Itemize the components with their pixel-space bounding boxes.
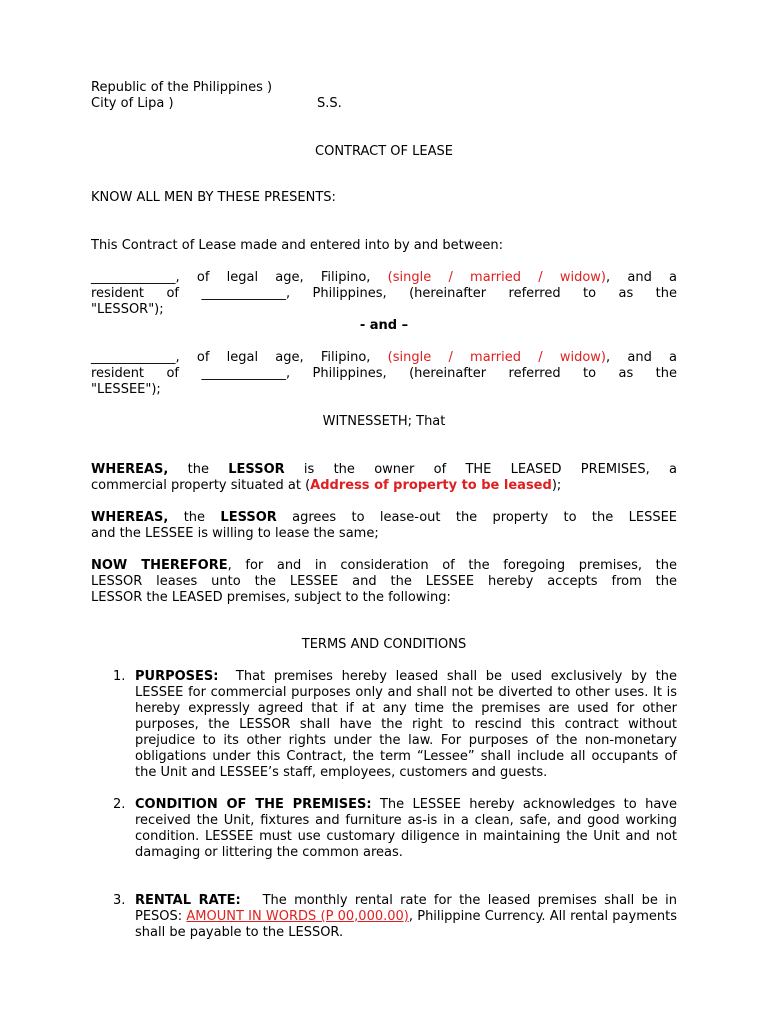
lessor-party-line-1 bbox=[91, 270, 677, 286]
now-therefore-line-2: LESSOR leases unto the LESSEE and the LESSEE hereby accepts from the bbox=[91, 574, 677, 589]
lessee-party-text: , of legal age, Filipino, bbox=[175, 350, 388, 365]
whereas-1-lessor: LESSOR bbox=[228, 462, 285, 477]
lessor-party-text-2: , and a bbox=[606, 270, 678, 285]
and-separator: - and – bbox=[359, 318, 409, 333]
lessor-party-text-3: , Philippines, (hereinafter referred to as the bbox=[285, 286, 677, 301]
whereas-1-text-4: ); bbox=[551, 478, 562, 493]
whereas-1-line-2 bbox=[91, 478, 561, 494]
term-body: That premises hereby leased shall be used exclusively by the LESSEE for commercial purposes only and shall not be diverted to other uses. It is hereby expressly agreed that if at any time the premises are used for other purposes, the LESSOR shall have the right to rescind this contract without prejudice to its other rights under the law. For purposes of the non-monetary obligations under this Contract, the term “Lessee” shall include all occupants of the Unit and LESSEE’s staff, employees, customers and guests. bbox=[135, 669, 682, 780]
term-heading: CONDITION OF THE PREMISES: bbox=[135, 797, 372, 812]
lessor-party-line-2 bbox=[91, 286, 677, 302]
whereas-2-line-1 bbox=[91, 510, 677, 526]
whereas-1-text-2: is the owner of THE LEASED PREMISES, a bbox=[284, 462, 678, 477]
term-number: 2. bbox=[113, 797, 126, 812]
now-therefore-line-1 bbox=[91, 558, 677, 574]
whereas-1-text: the bbox=[168, 462, 229, 477]
lessor-residence-blank[interactable]: _____________ bbox=[201, 286, 286, 301]
venue-line-2: City of Lipa ) bbox=[91, 96, 174, 111]
lessor-civil-status: (single / married / widow) bbox=[387, 270, 606, 285]
term-heading: RENTAL RATE: bbox=[135, 893, 241, 908]
property-address-placeholder: Address of property to be leased bbox=[310, 478, 552, 493]
whereas-2-text-2: agrees to lease-out the property to the LESSEE bbox=[276, 510, 678, 525]
term-number: 1. bbox=[113, 669, 126, 684]
whereas-2-text: the bbox=[168, 510, 221, 525]
terms-heading: TERMS AND CONDITIONS bbox=[301, 637, 467, 652]
intro-sentence: This Contract of Lease made and entered into by and between: bbox=[91, 238, 503, 253]
witnesseth-heading: WITNESSETH; That bbox=[322, 414, 446, 429]
lessee-party-line-1 bbox=[91, 350, 677, 366]
rental-amount-placeholder: AMOUNT IN WORDS (P 00,000.00) bbox=[186, 909, 409, 924]
term-text bbox=[135, 797, 682, 861]
term-body-2: , Philippine Currency. All rental payments shall be payable to the LESSOR. bbox=[135, 909, 677, 940]
whereas-1-line-1 bbox=[91, 462, 677, 478]
whereas-1-lead: WHEREAS, bbox=[91, 462, 169, 477]
lessee-party-line-2 bbox=[91, 366, 677, 382]
whereas-2-lead: WHEREAS, bbox=[91, 510, 169, 525]
term-body: The LESSEE hereby acknowledges to have received the Unit, fixtures and furniture as-is in a clean, safe, and good working condition. LESSEE must use customary diligence in maintaining the Unit and not damaging or littering the common areas. bbox=[135, 797, 682, 860]
lessee-name-blank[interactable]: _____________ bbox=[91, 350, 176, 365]
whereas-2-lessor: LESSOR bbox=[220, 510, 277, 525]
know-all-men-heading: KNOW ALL MEN BY THESE PRESENTS: bbox=[91, 190, 336, 205]
term-text bbox=[135, 893, 682, 941]
lessee-resident-label: resident of bbox=[91, 366, 179, 381]
lessee-civil-status: (single / married / widow) bbox=[387, 350, 606, 365]
lessor-name-blank[interactable]: _____________ bbox=[91, 270, 176, 285]
lessee-designation: "LESSEE"); bbox=[91, 382, 161, 397]
ss-marker: S.S. bbox=[317, 96, 342, 111]
now-therefore-lead: NOW THEREFORE bbox=[91, 558, 228, 573]
term-body: The monthly rental rate for the leased premises shall be in PESOS: bbox=[135, 893, 682, 924]
lessor-resident-label: resident of bbox=[91, 286, 179, 301]
lessee-party-text-3: , Philippines, (hereinafter referred to as the bbox=[285, 366, 677, 381]
now-therefore-line-3: LESSOR the LEASED premises, subject to the following: bbox=[91, 590, 451, 605]
lessor-party-text: , of legal age, Filipino, bbox=[175, 270, 388, 285]
document-title: CONTRACT OF LEASE bbox=[315, 144, 453, 159]
venue-line-1: Republic of the Philippines ) bbox=[91, 80, 273, 95]
whereas-2-line-2: and the LESSEE is willing to lease the same; bbox=[91, 526, 379, 541]
term-number: 3. bbox=[113, 893, 126, 908]
whereas-1-text-3: commercial property situated at ( bbox=[91, 478, 311, 493]
lessee-party-text-2: , and a bbox=[606, 350, 678, 365]
term-heading: PURPOSES: bbox=[135, 669, 219, 684]
lessee-residence-blank[interactable]: _____________ bbox=[201, 366, 286, 381]
term-text bbox=[135, 669, 682, 781]
lessor-designation: "LESSOR"); bbox=[91, 302, 164, 317]
now-therefore-text: , for and in consideration of the foregoing premises, the bbox=[227, 558, 677, 573]
